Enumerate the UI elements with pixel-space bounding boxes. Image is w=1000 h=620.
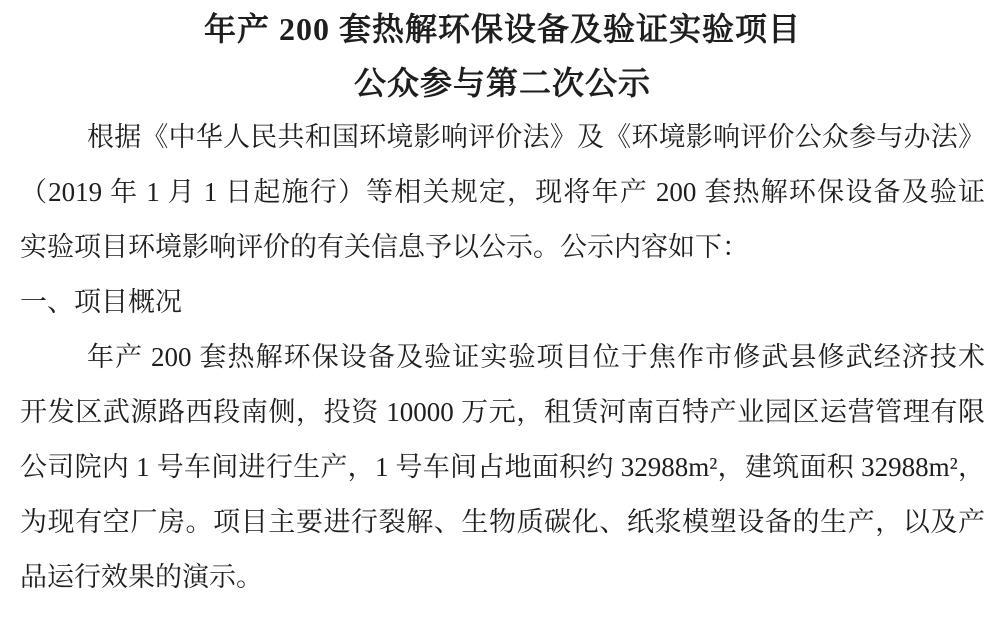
overview-line-5: 品运行效果的演示。	[20, 562, 263, 592]
document-title	[20, 2, 985, 110]
overview-line-2: 开发区武源路西段南侧，投资 10000 万元，租赁河南百特产业园区运营管理有限	[20, 397, 985, 427]
project-overview-paragraph	[20, 330, 985, 605]
intro-line-2: （2019 年 1 月 1 日起施行）等相关规定，现将年产 200 套热解环保设备及验证	[20, 177, 985, 207]
overview-line-3: 公司院内 1 号车间进行生产，1 号车间占地面积约 32988m²，建筑面积 32988m²，	[20, 452, 985, 482]
intro-line-1: 根据《中华人民共和国环境影响评价法》及《环境影响评价公众参与办法》	[87, 122, 985, 152]
overview-line-4: 为现有空厂房。项目主要进行裂解、生物质碳化、纸浆模塑设备的生产，以及产	[20, 507, 985, 537]
section-heading-project-overview: 一、项目概况	[20, 287, 182, 317]
intro-paragraph	[20, 110, 985, 275]
intro-line-3: 实验项目环境影响评价的有关信息予以公示。公示内容如下：	[20, 232, 749, 262]
overview-line-1: 年产 200 套热解环保设备及验证实验项目位于焦作市修武县修武经济技术	[87, 342, 985, 372]
document-title-line1: 年产 200 套热解环保设备及验证实验项目	[203, 11, 801, 47]
document-title-line2: 公众参与第二次公示	[353, 65, 651, 101]
